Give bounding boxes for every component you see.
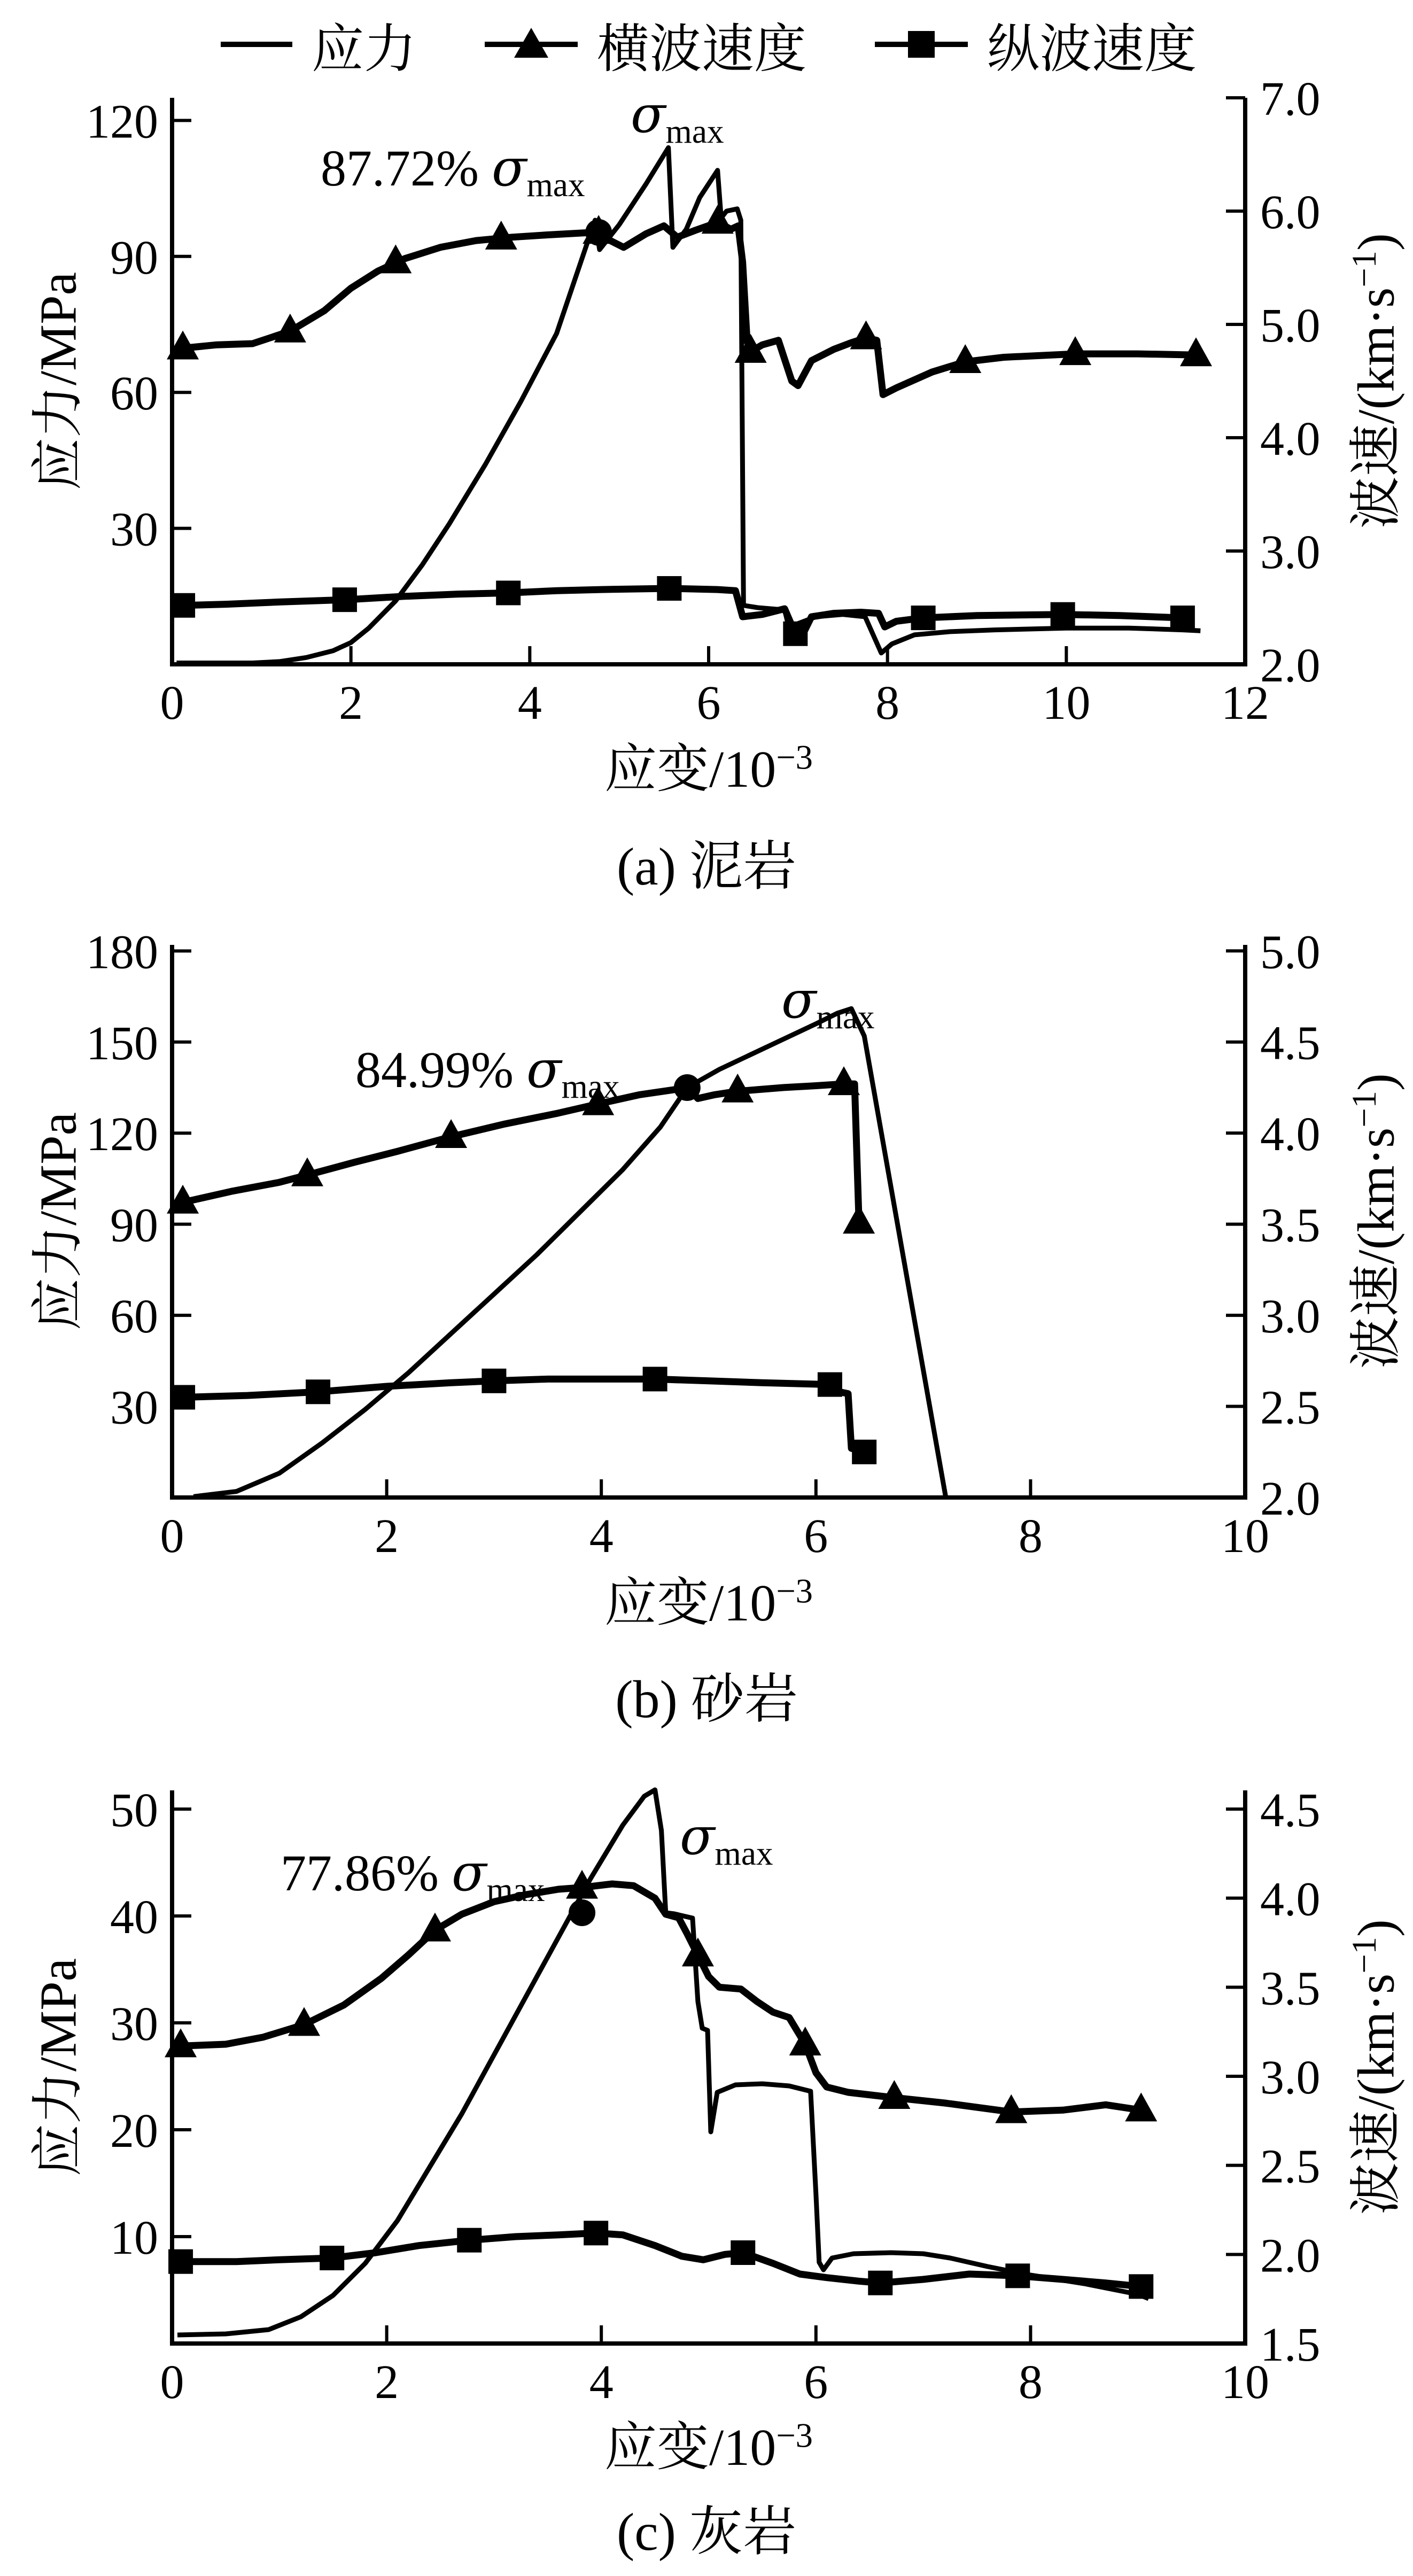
svg-text:2.5: 2.5 <box>1260 2140 1321 2193</box>
chart-a-x-axis-label: 应变$/10^{-3}$ <box>604 738 813 798</box>
svg-text:60: 60 <box>110 367 158 421</box>
svg-text:8: 8 <box>875 677 900 730</box>
chart-c-x-axis-label: 应变$/10^{-3}$ <box>604 2416 813 2477</box>
chart-a-percent-annotation: 87.72% $\sigma_{max}$ <box>321 138 585 204</box>
svg-text:30: 30 <box>110 1998 158 2051</box>
svg-text:6: 6 <box>804 1510 828 1563</box>
legend-label-stress: 应力 <box>311 20 416 79</box>
svg-text:4.0: 4.0 <box>1260 1873 1321 1926</box>
chart-b-caption: (b) 砂岩 <box>615 1670 798 1729</box>
svg-text:30: 30 <box>110 503 158 556</box>
chart-a-sigma-max-label: $\sigma_{max}$ <box>631 84 724 151</box>
chart-b-canvas <box>0 930 1413 1764</box>
chart-a-caption: (a) 泥岩 <box>617 837 796 896</box>
svg-text:6: 6 <box>804 2356 828 2409</box>
legend-label-p-wave: 纵波速度 <box>987 20 1197 79</box>
chart-b-panel <box>0 930 1413 1764</box>
chart-b-right-axis-label: 波速$/(km\cdot s^{-1})$ <box>1344 1073 1406 1369</box>
svg-text:40: 40 <box>110 1891 158 1944</box>
svg-text:90: 90 <box>110 1199 158 1252</box>
chart-a-panel <box>0 0 1413 930</box>
svg-text:0: 0 <box>160 677 184 730</box>
svg-text:2: 2 <box>375 1510 399 1563</box>
chart-b-x-axis-label: 应变$/10^{-3}$ <box>604 1571 813 1632</box>
svg-text:60: 60 <box>110 1290 158 1344</box>
svg-text:10: 10 <box>1221 2356 1269 2409</box>
svg-text:6.0: 6.0 <box>1260 186 1321 239</box>
svg-text:7.0: 7.0 <box>1260 73 1321 126</box>
svg-text:8: 8 <box>1018 2356 1043 2409</box>
chart-b-percent-annotation: 84.99% $\sigma_{max}$ <box>355 1039 620 1106</box>
svg-text:4.0: 4.0 <box>1260 1108 1321 1161</box>
svg-text:3.0: 3.0 <box>1260 1290 1321 1344</box>
svg-text:0: 0 <box>160 2356 184 2409</box>
svg-text:6: 6 <box>696 677 721 730</box>
svg-text:4: 4 <box>589 1510 614 1563</box>
svg-text:3.5: 3.5 <box>1260 1962 1321 2015</box>
svg-text:2.0: 2.0 <box>1260 2229 1321 2283</box>
svg-text:3.5: 3.5 <box>1260 1199 1321 1252</box>
svg-text:4: 4 <box>517 677 542 730</box>
svg-text:4.0: 4.0 <box>1260 413 1321 465</box>
chart-c-y-axis-label: 应力/MPa <box>29 1958 88 2177</box>
svg-text:2.0: 2.0 <box>1260 639 1321 692</box>
chart-c-sigma-max-label: $\sigma_{max}$ <box>680 1806 773 1873</box>
svg-text:8: 8 <box>1018 1510 1043 1563</box>
svg-text:1.5: 1.5 <box>1260 2318 1321 2371</box>
svg-text:4.5: 4.5 <box>1260 1017 1321 1070</box>
svg-text:90: 90 <box>110 231 158 284</box>
svg-text:4.5: 4.5 <box>1260 1784 1321 1837</box>
svg-text:120: 120 <box>86 1108 158 1161</box>
svg-text:2.5: 2.5 <box>1260 1381 1321 1434</box>
svg-text:10: 10 <box>1221 1510 1269 1563</box>
chart-b-y-axis-label: 应力/MPa <box>29 1112 88 1331</box>
svg-text:3.0: 3.0 <box>1260 526 1321 579</box>
svg-text:5.0: 5.0 <box>1260 930 1321 979</box>
svg-text:30: 30 <box>110 1381 158 1434</box>
svg-text:180: 180 <box>86 930 158 979</box>
chart-c-caption: (c) 灰岩 <box>617 2502 796 2562</box>
svg-text:2.0: 2.0 <box>1260 1472 1321 1525</box>
chart-c-percent-annotation: 77.86% $\sigma_{max}$ <box>281 1843 545 1909</box>
svg-text:0: 0 <box>160 1510 184 1563</box>
svg-text:120: 120 <box>86 95 158 149</box>
svg-text:4: 4 <box>589 2356 614 2409</box>
svg-text:2: 2 <box>339 677 363 730</box>
svg-text:2: 2 <box>375 2356 399 2409</box>
chart-c-right-axis-label: 波速$/(km\cdot s^{-1})$ <box>1344 1919 1406 2215</box>
svg-text:3.0: 3.0 <box>1260 2051 1321 2104</box>
svg-text:10: 10 <box>1042 677 1091 730</box>
chart-c-panel <box>0 1764 1413 2576</box>
chart-a-right-axis-label: 波速$/(km\cdot s^{-1})$ <box>1344 233 1406 529</box>
chart-b-sigma-max-label: $\sigma_{max}$ <box>781 970 875 1036</box>
chart-a-y-axis-label: 应力/MPa <box>29 271 88 491</box>
legend-label-s-wave: 横波速度 <box>596 20 806 79</box>
svg-text:150: 150 <box>86 1017 158 1070</box>
svg-text:20: 20 <box>110 2105 158 2158</box>
svg-text:50: 50 <box>110 1784 158 1837</box>
svg-text:12: 12 <box>1221 677 1269 730</box>
svg-text:10: 10 <box>110 2212 158 2264</box>
svg-text:5.0: 5.0 <box>1260 299 1321 352</box>
